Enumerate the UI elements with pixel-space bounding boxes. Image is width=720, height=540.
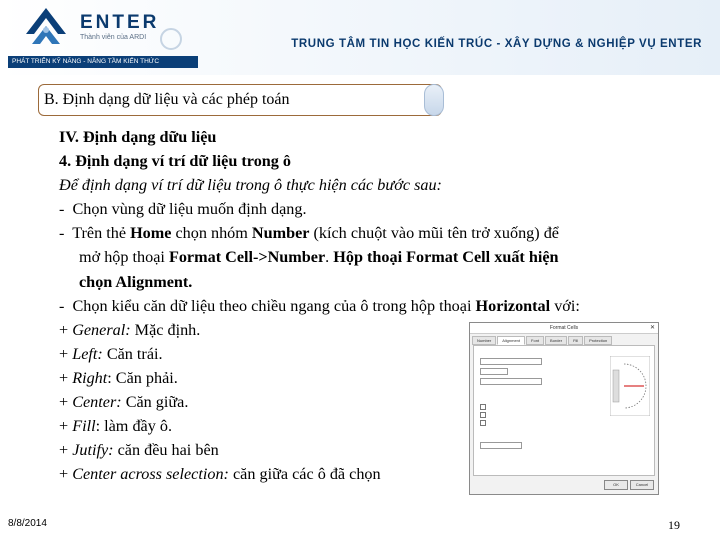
decorative-circle-icon xyxy=(160,28,182,50)
shrink-to-fit-checkbox xyxy=(480,412,486,418)
vertical-select xyxy=(480,378,542,385)
indent-field xyxy=(480,368,508,375)
dialog-body xyxy=(473,345,655,476)
tab-protection: Protection xyxy=(584,336,612,345)
close-icon: ✕ xyxy=(649,325,655,331)
list-item: + Fill: làm đầy ô. xyxy=(59,417,173,436)
slide-date: 8/8/2014 xyxy=(8,518,47,529)
dialog-tabs xyxy=(470,334,658,345)
tab-fill: Fill xyxy=(568,336,583,345)
brand-name: ENTER xyxy=(80,12,160,33)
dialog-title: Format Cells xyxy=(470,323,658,334)
content-intro: Để định dạng ví trí dữ liệu trong ô thực hiện các bước sau: xyxy=(59,176,442,195)
enter-logo-icon xyxy=(22,4,70,48)
list-item: + General: Mặc định. xyxy=(59,320,201,339)
tagline: PHÁT TRIỂN KỸ NĂNG - NÂNG TẦM KIẾN THỨC xyxy=(12,58,160,65)
page-number: 19 xyxy=(668,518,680,532)
content-heading: IV. Định dạng dữu liệu xyxy=(59,128,217,146)
step-2-cont: mở hộp thoại Format Cell->Number. Hộp thoại Format Cell xuất hiện xyxy=(79,248,559,267)
tab-alignment: Alignment xyxy=(497,336,525,345)
brand-subtitle: Thành viên của ARDI xyxy=(80,34,147,41)
step-2: - Trên thẻ Home chọn nhóm Number (kích chuột vào mũi tên trở xuống) để xyxy=(59,224,559,243)
merge-cells-checkbox xyxy=(480,420,486,426)
content-subheading: 4. Định dạng ví trí dữ liệu trong ô xyxy=(59,152,292,171)
horizontal-select xyxy=(480,358,542,365)
format-cells-dialog-screenshot xyxy=(469,322,659,495)
text-direction-select xyxy=(480,442,522,449)
list-item: + Right: Căn phải. xyxy=(59,368,178,387)
list-item: + Left: Căn trái. xyxy=(59,344,163,363)
tab-number: Number xyxy=(472,336,496,345)
center-title: TRUNG TÂM TIN HỌC KIẾN TRÚC - XÂY DỰNG & NGHIỆP VỤ ENTER xyxy=(291,38,702,50)
orientation-icon xyxy=(610,356,650,416)
slide-header xyxy=(0,0,720,75)
list-item: + Center: Căn giữa. xyxy=(59,393,189,412)
step-2-cont-2: chọn Alignment. xyxy=(79,272,193,291)
step-3: - Chọn kiểu căn dữ liệu theo chiều ngang của ô trong hộp thoại Horizontal với: xyxy=(59,296,580,315)
list-item: + Jutify: căn đều hai bên xyxy=(59,441,219,460)
wrap-text-checkbox xyxy=(480,404,486,410)
step-1: - Chọn vùng dữ liệu muốn định dạng. xyxy=(59,200,307,219)
cancel-button: Cancel xyxy=(630,480,654,490)
tab-font: Font xyxy=(526,336,544,345)
tab-border: Border xyxy=(545,336,567,345)
section-bar-end xyxy=(424,84,444,116)
section-title: B. Định dạng dữ liệu và các phép toán xyxy=(44,91,290,108)
list-item: + Center across selection: căn giữa các ô đã chọn xyxy=(59,465,381,484)
ok-button: OK xyxy=(604,480,628,490)
